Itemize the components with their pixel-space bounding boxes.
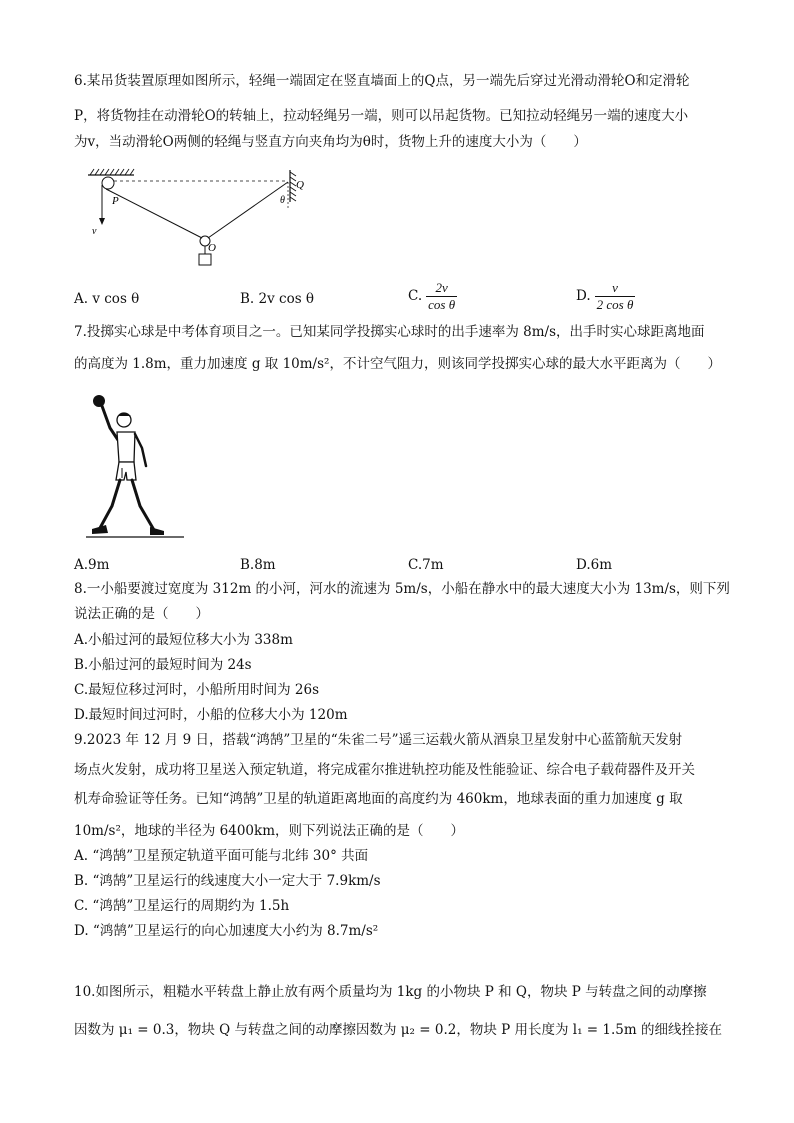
- q6-option-d-den: 2 cos θ: [596, 297, 634, 312]
- q7-line-1: 7.投掷实心球是中考体育项目之一。已知某同学投掷实心球时的出手速率为 8m/s，出手时实心球距离地面: [74, 324, 705, 340]
- label-q: Q: [296, 179, 304, 191]
- q7-option-a[interactable]: A.9m: [74, 557, 110, 573]
- q9-line-1: 9.2023 年 12 月 9 日，搭载“鸿鹄”卫星的“朱雀二号”遥三运载火箭从酒泉卫星发射中心蓝箭航天发射: [74, 732, 683, 748]
- q7-option-b[interactable]: B.8m: [240, 557, 276, 573]
- q8-option-b[interactable]: B.小船过河的最短时间为 24s: [74, 657, 252, 673]
- q8-option-c[interactable]: C.最短位移过河时，小船所用时间为 26s: [74, 682, 320, 698]
- q7-option-c[interactable]: C.7m: [408, 557, 444, 573]
- q7-shot-put-figure: [84, 388, 204, 548]
- q10-line-1: 10.如图所示，粗糙水平转盘上静止放有两个质量均为 1kg 的小物块 P 和 Q，物块 P 与转盘之间的动摩擦: [74, 984, 707, 1000]
- label-p: P: [112, 195, 119, 207]
- q6-option-b[interactable]: B. 2v cos θ: [240, 291, 315, 307]
- q9-line-3: 机寿命验证等任务。已知“鸿鹄”卫星的轨道距离地面的高度约为 460km，地球表面的重力加速度 g 取: [74, 791, 683, 807]
- label-o: O: [208, 242, 216, 254]
- q6-option-a[interactable]: A. v cos θ: [74, 291, 140, 307]
- q6-option-c-num: 2v: [435, 280, 448, 295]
- q6-option-c-den: cos θ: [428, 297, 456, 312]
- q9-option-a[interactable]: A. “鸿鹄”卫星预定轨道平面可能与北纬 30° 共面: [74, 848, 369, 864]
- pulley-p: [102, 177, 114, 189]
- q9-option-b[interactable]: B. “鸿鹄”卫星运行的线速度大小一定大于 7.9km/s: [74, 873, 381, 889]
- q9-option-c[interactable]: C. “鸿鹄”卫星运行的周期约为 1.5h: [74, 898, 290, 914]
- q6-option-c[interactable]: [408, 280, 457, 313]
- label-theta: θ: [280, 195, 285, 206]
- q6-option-d-label: D.: [576, 288, 591, 304]
- q6-line-2: P，将货物挂在动滑轮O的转轴上，拉动轻绳另一端，则可以吊起货物。已知拉动轻绳另一端的速度大小: [74, 108, 689, 124]
- q6-option-d[interactable]: [576, 280, 635, 313]
- q7-option-d[interactable]: D.6m: [576, 557, 613, 573]
- q8-option-d[interactable]: D.最短时间过河时，小船的位移大小为 120m: [74, 707, 348, 723]
- q6-pulley-figure: [84, 168, 314, 278]
- q6-option-c-label: C.: [408, 288, 423, 304]
- q7-line-2: 的高度为 1.8m，重力加速度 g 取 10m/s²，不计空气阻力，则该同学投掷实心球的最大水平距离为（ ）: [74, 356, 721, 372]
- q9-line-4: 10m/s²，地球的半径为 6400km，则下列说法正确的是（ ）: [74, 823, 464, 839]
- q9-option-d[interactable]: D. “鸿鹄”卫星运行的向心加速度大小约为 8.7m/s²: [74, 923, 379, 939]
- label-v: v: [92, 226, 97, 237]
- q8-line-1: 8.一小船要渡过宽度为 312m 的小河，河水的流速为 5m/s，小船在静水中的最大速度大小为 13m/s，则下列: [74, 581, 730, 597]
- q6-line-3: 为v，当动滑轮O两侧的轻绳与竖直方向夹角均为θ时，货物上升的速度大小为（ ）: [74, 134, 587, 150]
- q8-line-2: 说法正确的是（ ）: [74, 606, 209, 622]
- q6-line-1: 6.某吊货装置原理如图所示，轻绳一端固定在竖直墙面上的Q点，另一端先后穿过光滑动滑轮O和定滑轮: [74, 73, 690, 89]
- q10-line-2: 因数为 μ₁ = 0.3，物块 Q 与转盘之间的动摩擦因数为 μ₂ = 0.2，物块 P 用长度为 l₁ = 1.5m 的细线拴接在: [74, 1022, 722, 1038]
- cargo-box: [199, 254, 211, 265]
- q9-line-2: 场点火发射，成功将卫星送入预定轨道，将完成霍尔推进轨控功能及性能验证、综合电子载荷器件及开关: [74, 762, 695, 778]
- q6-option-d-num: v: [612, 280, 618, 295]
- q8-option-a[interactable]: A.小船过河的最短位移大小为 338m: [74, 632, 293, 648]
